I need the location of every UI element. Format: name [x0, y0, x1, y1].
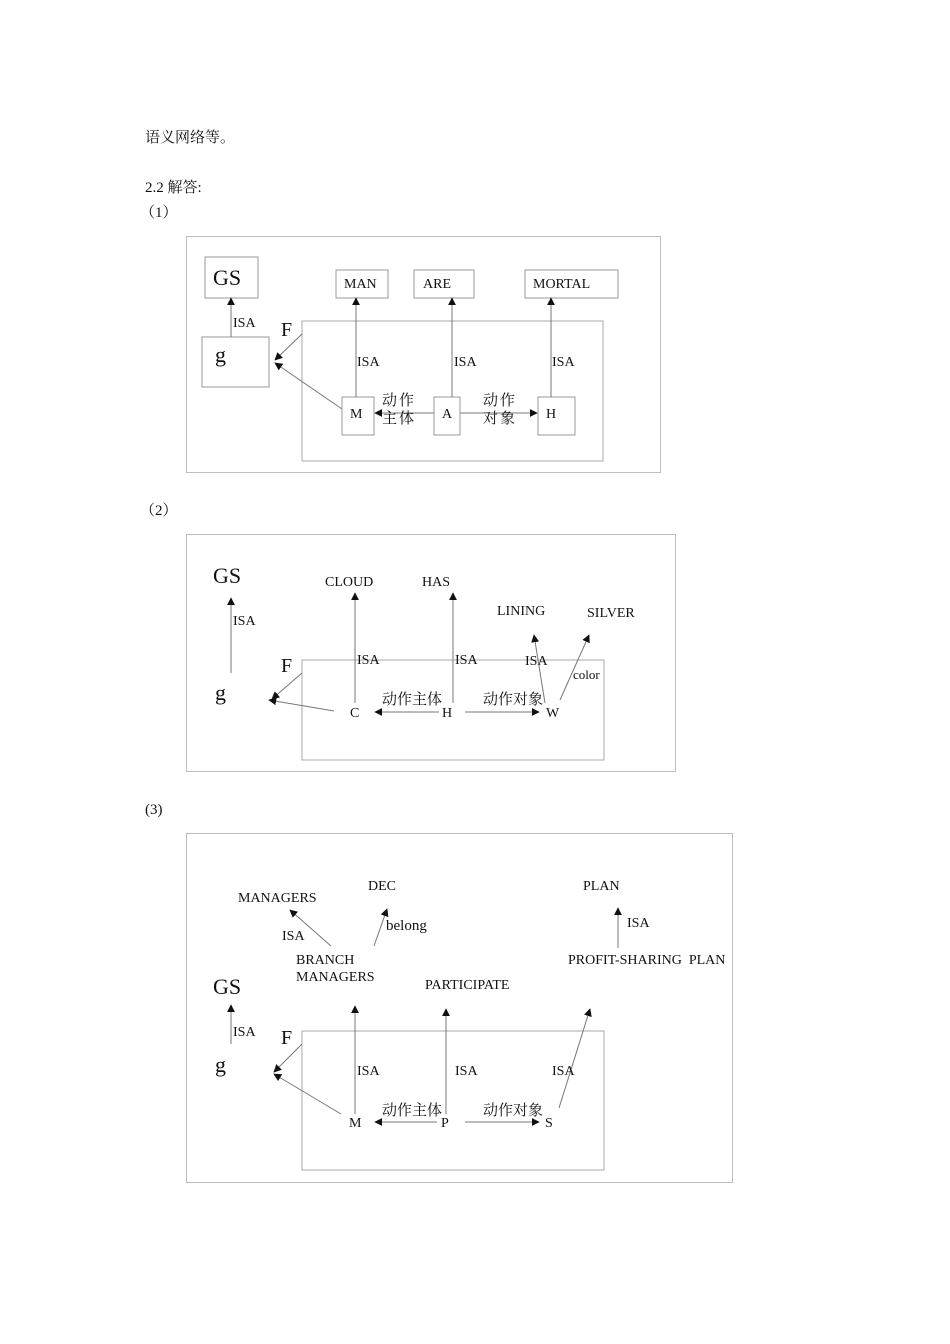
man-label: MAN [344, 277, 377, 292]
h-node [538, 397, 575, 435]
agent-label: 动作主体 [382, 692, 443, 708]
f-label: F [281, 655, 293, 677]
silver-label: SILVER [587, 606, 635, 621]
has-label: HAS [422, 575, 451, 590]
part-1-label: （1） [140, 205, 178, 221]
isa-label-g: ISA [233, 1025, 256, 1040]
isa-label-g: ISA [233, 316, 256, 331]
f-partition-frame [302, 1031, 604, 1170]
part-3-label: (3) [145, 802, 163, 818]
are-label: ARE [423, 277, 451, 292]
plan-label: PLAN [583, 879, 620, 894]
semantic-network-figure-1 [186, 236, 661, 473]
semantic-network-figure-3 [186, 833, 733, 1183]
lining-label: LINING [497, 604, 546, 619]
m-to-g-edge [274, 1074, 341, 1114]
g-label: g [215, 342, 226, 367]
branch-label-line1: BRANCH [296, 953, 355, 968]
agent-label: 动作主体 [382, 1103, 443, 1119]
object-label: 动作对象 [483, 692, 544, 708]
gs-label: GS [213, 974, 242, 999]
g-label: g [215, 1052, 226, 1077]
isa-label-branch: ISA [282, 929, 305, 944]
f-label: F [281, 1027, 293, 1049]
isa-label-w: ISA [525, 654, 548, 669]
part-2-label: （2） [140, 503, 178, 519]
h-label: H [546, 407, 557, 422]
s-label: S [545, 1116, 553, 1131]
m-label: M [349, 1116, 362, 1131]
color-label: color [573, 667, 600, 682]
answer-heading: 2.2 解答: [145, 180, 202, 196]
isa-label-m: ISA [357, 355, 380, 370]
h-label: H [442, 706, 453, 721]
object-label-1: 动作 [483, 393, 518, 409]
c-label: C [350, 706, 360, 721]
mortal-label: MORTAL [533, 277, 591, 292]
gs-label: GS [213, 563, 242, 588]
isa-label-g: ISA [233, 614, 256, 629]
isa-label-p: ISA [455, 1064, 478, 1079]
profit-plan-label: PROFIT-SHARING PLAN [568, 953, 726, 968]
isa-label-s: ISA [552, 1064, 575, 1079]
dec-label: DEC [368, 879, 396, 894]
object-label-2: 对象 [483, 411, 518, 427]
agent-label-2: 主体 [382, 411, 417, 427]
figure-3-svg [187, 834, 734, 1184]
isa-label-h: ISA [552, 355, 575, 370]
figure-1-svg [187, 237, 662, 474]
isa-label-plan: ISA [627, 916, 650, 931]
isa-label-h: ISA [455, 653, 478, 668]
object-label: 动作对象 [483, 1103, 544, 1119]
participate-label: PARTICIPATE [425, 978, 510, 993]
a-label: A [442, 407, 453, 422]
w-label: W [546, 706, 560, 721]
branch-label-line2: MANAGERS [296, 970, 375, 985]
managers-label: MANAGERS [238, 891, 317, 906]
isa-label-m: ISA [357, 1064, 380, 1079]
semantic-network-figure-2 [186, 534, 676, 772]
belong-label: belong [386, 918, 427, 934]
p-label: P [441, 1116, 449, 1131]
f-label: F [281, 319, 293, 341]
m-to-g-edge [275, 363, 342, 409]
isa-label-a: ISA [454, 355, 477, 370]
m-label: M [350, 407, 363, 422]
agent-label-1: 动作 [382, 393, 417, 409]
intro-text: 语义网络等。 [145, 130, 236, 146]
s-isa-profit-edge [559, 1009, 590, 1108]
cloud-label: CLOUD [325, 575, 374, 590]
isa-label-c: ISA [357, 653, 380, 668]
figure-2-svg [187, 535, 677, 773]
gs-label: GS [213, 265, 242, 290]
g-node [202, 337, 269, 387]
g-label: g [215, 680, 226, 705]
